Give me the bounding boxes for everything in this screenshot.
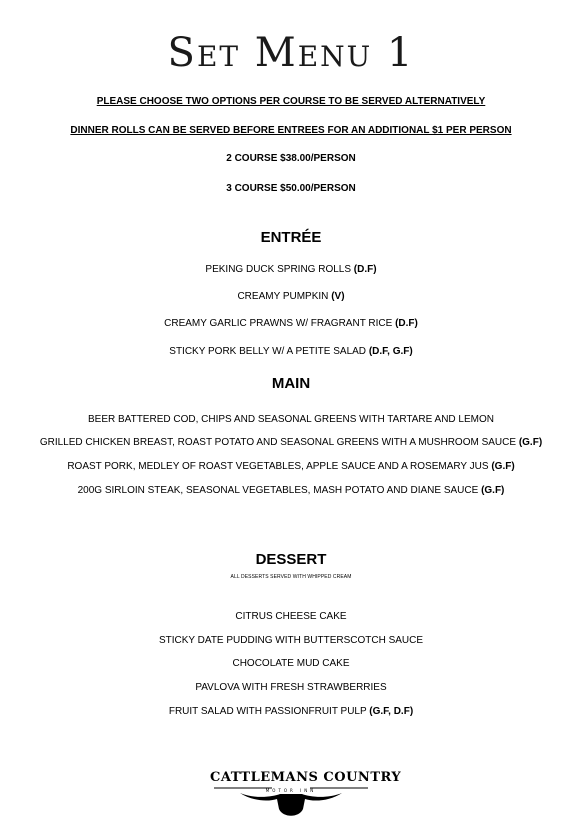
cattlemans-country-logo xyxy=(210,770,402,822)
price-two-course: 2 COURSE $38.00/PERSON xyxy=(226,153,356,164)
dessert-item: STICKY DATE PUDDING WITH BUTTERSCOTCH SAUCE xyxy=(158,635,424,646)
main-item: GRILLED CHICKEN BREAST, ROAST POTATO AND SEASONAL GREENS WITH A MUSHROOM SAUCE (G.F) xyxy=(39,437,543,448)
dessert-item: CITRUS CHEESE CAKE xyxy=(235,611,347,622)
dessert-note: ALL DESSERTS SERVED WITH WHIPPED CREAM xyxy=(230,574,352,580)
entree-heading: ENTRÉE xyxy=(260,229,322,246)
dessert-item: CHOCOLATE MUD CAKE xyxy=(232,658,350,669)
main-item: 200G SIRLOIN STEAK, SEASONAL VEGETABLES, MASH POTATO AND DIANE SAUCE (G.F) xyxy=(77,485,505,496)
price-three-course: 3 COURSE $50.00/PERSON xyxy=(226,183,356,194)
main-item: BEER BATTERED COD, CHIPS AND SEASONAL GREENS WITH TARTARE AND LEMON xyxy=(87,414,494,425)
logo-wordmark: CATTLEMANS COUNTRY xyxy=(210,770,402,785)
logo-subtitle: MOTOR INN xyxy=(265,788,317,793)
entree-item: CREAMY GARLIC PRAWNS W/ FRAGRANT RICE (D.F) xyxy=(164,318,418,329)
dessert-item: FRUIT SALAD WITH PASSIONFRUIT PULP (G.F, D.F) xyxy=(168,706,414,717)
notice-alternate: PLEASE CHOOSE TWO OPTIONS PER COURSE TO BE SERVED ALTERNATIVELY xyxy=(96,96,486,107)
entree-item: PEKING DUCK SPRING ROLLS (D.F) xyxy=(205,264,377,275)
notice-dinner-rolls: DINNER ROLLS CAN BE SERVED BEFORE ENTREES FOR AN ADDITIONAL $1 PER PERSON xyxy=(70,125,512,136)
dessert-heading: DESSERT xyxy=(255,551,327,568)
page-title: Set Menu 1 xyxy=(167,30,415,76)
dessert-item: PAVLOVA WITH FRESH STRAWBERRIES xyxy=(195,682,387,693)
entree-item: CREAMY PUMPKIN (V) xyxy=(237,291,345,302)
entree-item: STICKY PORK BELLY W/ A PETITE SALAD (D.F, G.F) xyxy=(169,346,413,357)
main-item: ROAST PORK, MEDLEY OF ROAST VEGETABLES, APPLE SAUCE AND A ROSEMARY JUS (G.F) xyxy=(67,461,515,472)
main-heading: MAIN xyxy=(271,375,311,392)
